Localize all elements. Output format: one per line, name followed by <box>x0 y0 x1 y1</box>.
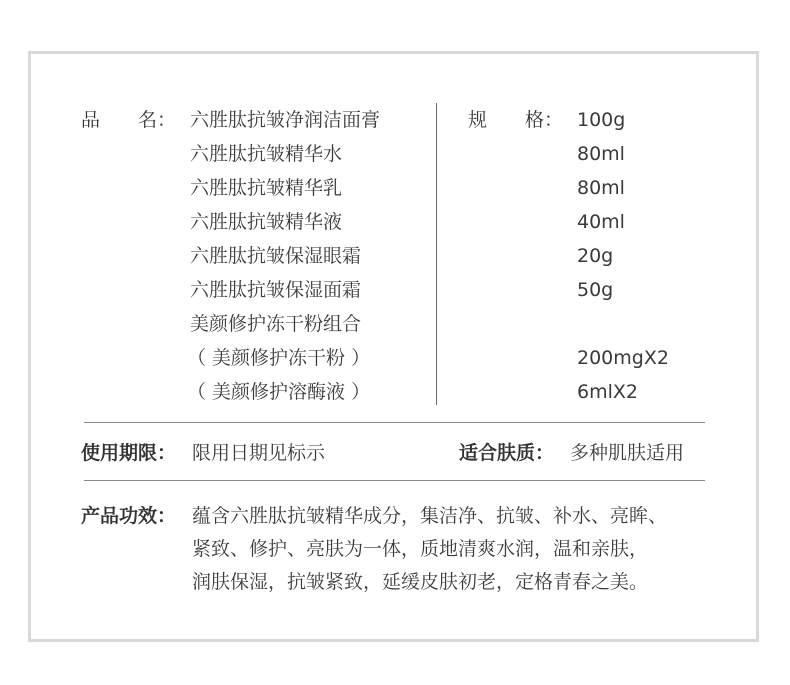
spec-value: 200mgX2 <box>577 347 669 369</box>
spec-value: 40ml <box>577 211 625 233</box>
spec-label: 规 格： <box>468 109 564 131</box>
efficacy-description <box>192 500 712 599</box>
product-name-item: 六胜肽抗皱保湿面霜 <box>190 279 362 301</box>
shelf-life-value: 限用日期见标示 <box>192 442 326 464</box>
spec-value: 6mlX2 <box>577 381 638 403</box>
product-name-item: 六胜肽抗皱精华液 <box>190 211 343 233</box>
column-divider <box>436 103 437 405</box>
product-name-item: （ 美颜修护溶酶液 ） <box>187 381 371 403</box>
spec-value: 50g <box>577 279 614 301</box>
product-name-item: 六胜肽抗皱保湿眼霜 <box>190 245 362 267</box>
shelf-life-label: 使用期限： <box>81 442 177 464</box>
spec-value: 20g <box>577 245 614 267</box>
efficacy-label: 产品功效： <box>81 505 177 527</box>
efficacy-line: 紧致、修护、亮肤为一体，质地清爽水润，温和亲肤， <box>192 538 649 560</box>
section-divider <box>84 480 705 481</box>
section-divider <box>84 422 705 423</box>
product-name-item: 六胜肽抗皱净润洁面膏 <box>190 109 381 131</box>
efficacy-line: 润肤保湿，抗皱紧致，延缓皮肤初老，定格青春之美。 <box>192 571 649 593</box>
spec-value: 80ml <box>577 143 625 165</box>
product-name-label: 品 名： <box>81 109 177 131</box>
skin-type-label: 适合肤质： <box>459 442 555 464</box>
product-name-item: 六胜肽抗皱精华水 <box>190 143 343 165</box>
spec-value: 100g <box>577 109 626 131</box>
product-name-item: 美颜修护冻干粉组合 <box>190 313 362 335</box>
product-name-item: （ 美颜修护冻干粉 ） <box>187 347 371 369</box>
spec-value: 80ml <box>577 177 625 199</box>
skin-type-value: 多种肌肤适用 <box>570 442 685 464</box>
efficacy-line: 蕴含六胜肽抗皱精华成分，集洁净、抗皱、补水、亮眸、 <box>192 505 668 527</box>
product-name-item: 六胜肽抗皱精华乳 <box>190 177 343 199</box>
